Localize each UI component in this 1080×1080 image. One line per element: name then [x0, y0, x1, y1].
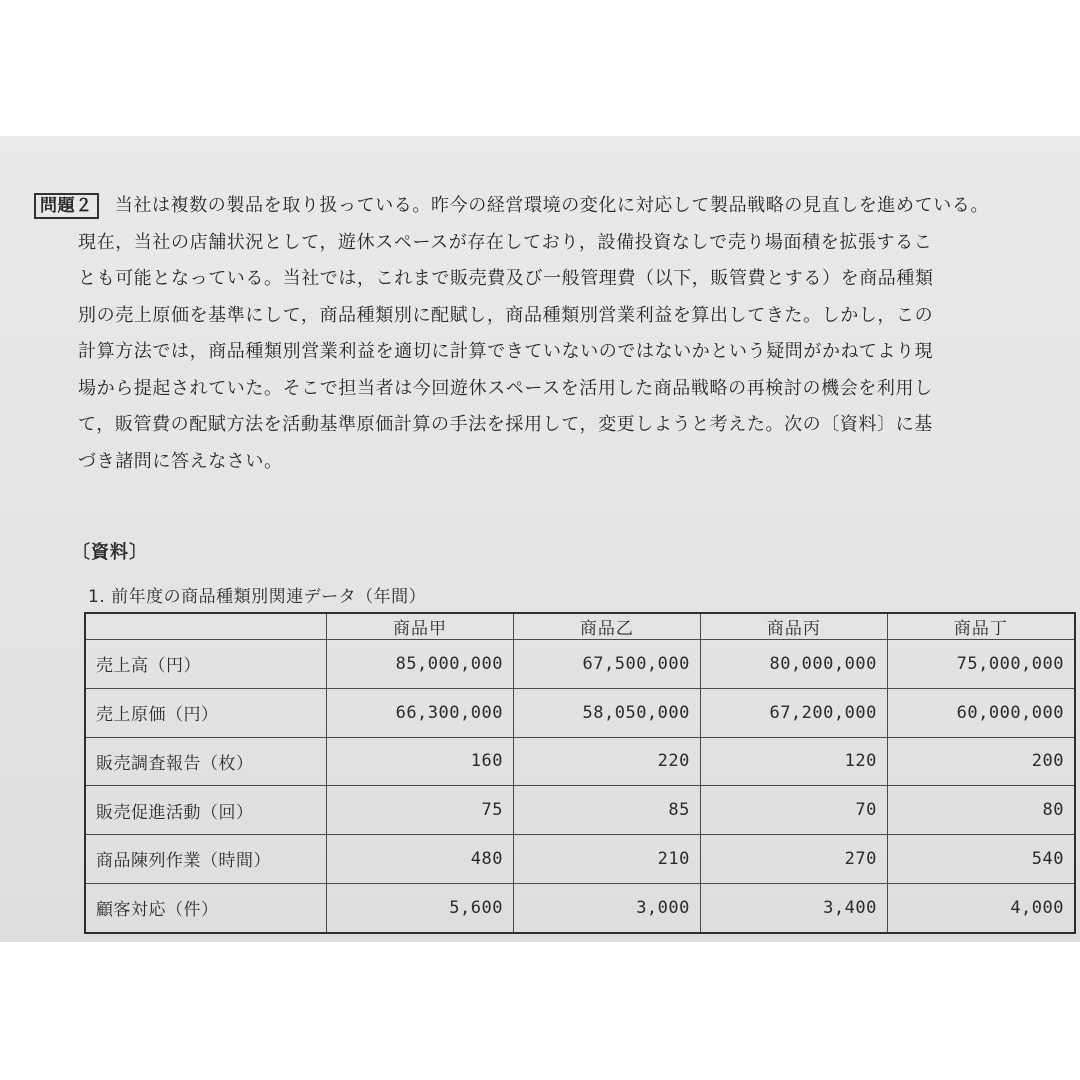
materials-item-title: 1. 前年度の商品種類別関連データ（年間）	[88, 587, 427, 607]
table-cell: 80	[887, 786, 1075, 835]
table-row	[85, 737, 1075, 786]
table-cell: 220	[513, 737, 700, 786]
problem-line: 計算方法では，商品種類別営業利益を適切に計算できていないのではないかという疑問がかねてより現	[78, 341, 934, 362]
materials-heading: 〔資料〕	[72, 542, 148, 563]
problem-line: て，販管費の配賦方法を活動基準原価計算の手法を採用して，変更しようと考えた。次の〔資料〕に基	[78, 414, 933, 435]
row-label: 売上原価（円）	[85, 688, 327, 737]
table-cell: 540	[887, 835, 1075, 884]
table-cell: 70	[700, 786, 887, 835]
table-header-row	[85, 613, 1075, 640]
problem-line: 場から提起されていた。そこで担当者は今回遊休スペースを活用した商品戦略の再検討の機会を利用し	[78, 377, 933, 399]
table-row	[85, 883, 1075, 933]
table-header-cell: 商品丙	[700, 613, 887, 640]
row-label: 顧客対応（件）	[85, 883, 327, 933]
table-cell: 160	[327, 737, 514, 786]
problem-line: 別の売上原価を基準にして，商品種類別に配賦し，商品種類別営業利益を算出してきた。しかし，この	[78, 304, 934, 326]
table-header-cell: 商品丁	[887, 613, 1075, 640]
document-page	[0, 136, 1080, 942]
table-cell: 67,500,000	[513, 640, 700, 689]
table-cell: 75,000,000	[887, 640, 1075, 689]
table-cell: 75	[327, 786, 514, 835]
table-cell: 210	[513, 835, 700, 884]
table-cell: 480	[327, 835, 514, 884]
problem-line: づき諸問に答えなさい。	[78, 450, 283, 472]
table-cell: 67,200,000	[700, 688, 887, 737]
problem-line: 現在，当社の店舗状況として，遊休スペースが存在しており，設備投資なしで売り場面積を拡張するこ	[78, 231, 933, 253]
table-cell: 3,000	[513, 883, 700, 933]
table-cell: 4,000	[887, 883, 1075, 933]
row-label: 売上高（円）	[85, 640, 327, 689]
table-cell: 85	[513, 786, 700, 835]
table-cell: 270	[700, 835, 887, 884]
table-row	[85, 688, 1075, 737]
row-label: 販売調査報告（枚）	[85, 737, 327, 786]
table-cell: 200	[887, 737, 1075, 786]
table-cell: 3,400	[700, 883, 887, 933]
problem-number-badge: 問題２	[34, 193, 99, 219]
table-row	[85, 640, 1075, 689]
table-header-cell: 商品乙	[513, 613, 700, 640]
table-cell: 66,300,000	[327, 688, 514, 737]
table-cell: 60,000,000	[887, 688, 1075, 737]
table-cell: 120	[700, 737, 887, 786]
table-row	[85, 786, 1075, 835]
table-cell: 58,050,000	[513, 688, 700, 737]
row-label: 商品陳列作業（時間）	[85, 835, 327, 884]
row-label: 販売促進活動（回）	[85, 786, 327, 835]
table-header-cell	[85, 613, 327, 640]
table-cell: 5,600	[327, 883, 514, 933]
problem-statement	[34, 188, 1054, 480]
table-row	[85, 835, 1075, 884]
table-cell: 80,000,000	[700, 640, 887, 689]
table-cell: 85,000,000	[327, 640, 514, 689]
problem-line: 当社は複数の製品を取り扱っている。昨今の経営環境の変化に対応して製品戦略の見直しを進めている。	[114, 195, 990, 216]
product-data-table	[84, 612, 1076, 934]
table-header-cell: 商品甲	[327, 613, 514, 640]
problem-line: とも可能となっている。当社では，これまで販売費及び一般管理費（以下，販管費とする）を商品種類	[78, 268, 934, 289]
problem-first-line	[34, 188, 1054, 225]
